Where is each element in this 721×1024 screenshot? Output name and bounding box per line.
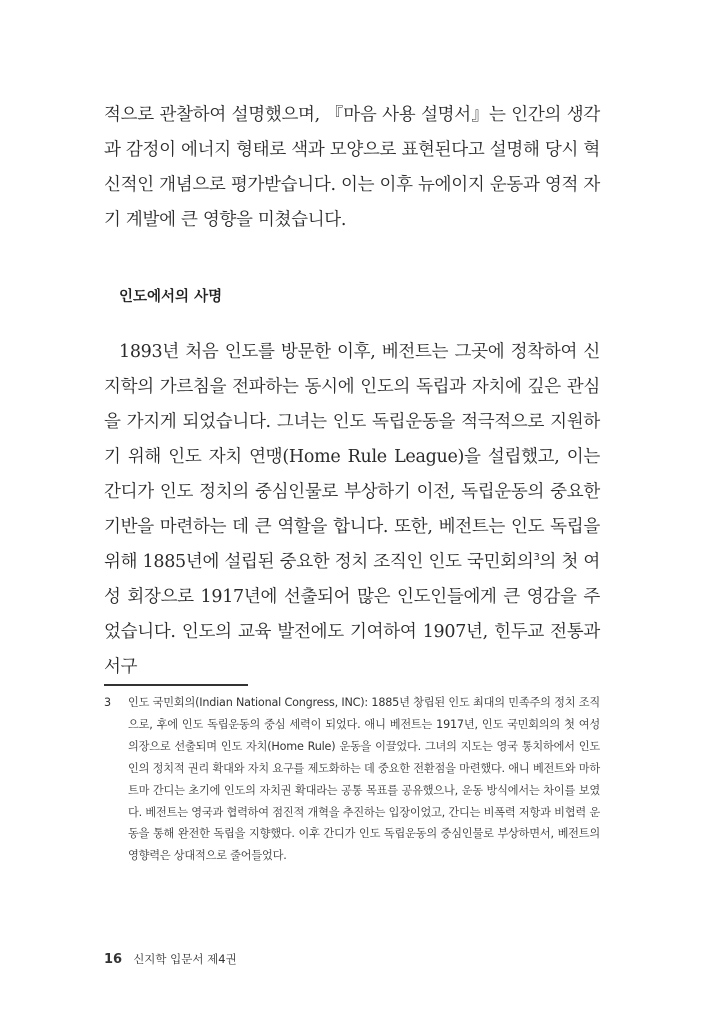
page-number: 16 [104,952,123,967]
paragraph-intro: 적으로 관찰하여 설명했으며, 『마음 사용 설명서』는 인간의 생각과 감정이 에너지 형태로 색과 모양으로 표현된다고 설명해 당시 혁신적인 개념으로 평가받습니다. 이는 이후 뉴에이지 운동과 영적 자기 계발에 큰 영향을 미쳤습니다. [104,105,600,230]
footnote-text: 인도 국민회의(Indian National Congress, INC): 1885년 창립된 인도 최대의 민족주의 정치 조직으로, 후에 인도 독립운동의 중심 세력이 되었다. 애니 베전트는 1917년, 인도 국민회의의 첫 여성 의장으로 선출되며 인도 자치(Home Rule) 운동을 이끌었다. 그녀의 지도는 영국 통치하에서 인도인의 정치적 권리 확대와 자치 요구를 제도화하는 데 중요한 전환점을 마련했다. 애니 베전트와 마하트마 간디는 초기에 인도의 자치권 확대라는 공통 목표를 공유했으나, 운동 방식에서는 차이를 보였다. 베전트는 영국과 협력하여 점진적 개혁을 추진하는 입장이었고, 간디는 비폭력 저항과 비협력 운동을 통해 완전한 독립을 지향했다. 이후 간디가 인도 독립운동의 중심인물로 부상하면서, 베전트의 영향력은 상대적으로 줄어들었다. [128,696,600,863]
page-footer [104,948,237,967]
footnote-number: 3 [104,696,112,709]
paragraph-main-text-b: 의 첫 여성 회장으로 1917년에 선출되어 많은 인도인들에게 큰 영감을 주었습니다. 인도의 교육 발전에도 기여하여 1907년, 힌두교 전통과 서구 [104,551,600,677]
book-title: 신지학 입문서 제4권 [133,952,237,966]
section-heading: 인도에서의 사명 [119,289,223,305]
footnote-divider [104,684,248,686]
footnote-reference[interactable]: 3 [533,551,540,563]
paragraph-main-text-a: 1893년 처음 인도를 방문한 이후, 베전트는 그곳에 정착하여 신지학의 가르침을 전파하는 동시에 인도의 독립과 자치에 깊은 관심을 가지게 되었습니다. 그녀는 인도 독립운동을 적극적으로 지원하기 위해 인도 자치 연맹(Home Rule League)을 설립했고, 이는 간디가 인도 정치의 중심인물로 부상하기 이전, 독립운동의 중요한 기반을 마련하는 데 큰 역할을 합니다. 또한, 베전트는 인도 독립을 위해 1885년에 설립된 중요한 정치 조직인 인도 국민회의 [104,341,600,572]
body-paragraph-intro [104,98,600,238]
paragraph-main [104,335,600,685]
footnote [104,692,600,867]
